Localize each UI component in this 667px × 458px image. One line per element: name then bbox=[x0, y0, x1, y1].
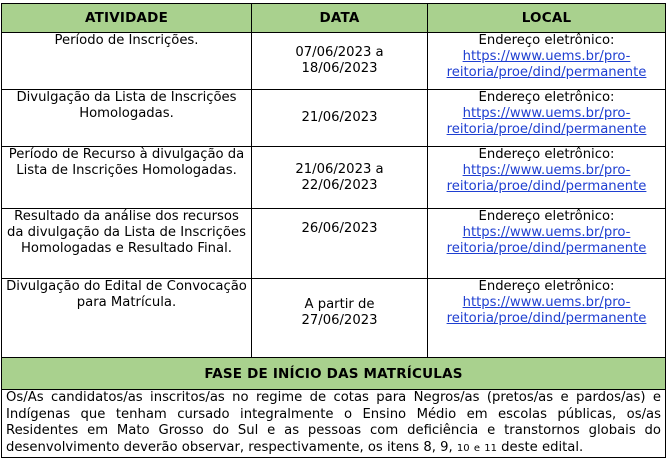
location-cell bbox=[428, 147, 666, 209]
schedule-table bbox=[1, 3, 666, 458]
date-cell bbox=[252, 279, 428, 358]
note-tail: deste edital. bbox=[501, 439, 584, 455]
note-text: Os/As candidatos/as inscritos/as no regime de cotas para Negros/as (pretos/as e pardos/as) e Indígenas que tenham cursado integralmente o Ensino Médio em escolas públicas, os/as Residentes em Mato Grosso do Sul e as pessoas com deficiência e transtornos globais do desenvolvimento deverão observar, respectivamente, os itens bbox=[6, 390, 661, 455]
activity-cell: Período de Inscrições. bbox=[2, 33, 252, 90]
header-location: LOCAL bbox=[428, 4, 666, 33]
activity-cell: Divulgação do Edital de Convocação para Matrícula. bbox=[2, 279, 252, 358]
note-conj: e bbox=[473, 442, 481, 454]
phase-row bbox=[2, 358, 666, 390]
location-label: Endereço eletrônico: bbox=[478, 33, 615, 48]
location-cell bbox=[428, 90, 666, 147]
date-line: 27/06/2023 bbox=[301, 313, 378, 328]
location-link[interactable]: reitoria/proe/dind/permanente bbox=[446, 122, 647, 137]
location-link[interactable]: https://www.uems.br/pro- bbox=[462, 49, 631, 64]
date-line: 21/06/2023 a bbox=[295, 161, 384, 177]
date-line: 18/06/2023 bbox=[301, 61, 378, 76]
location-link[interactable]: https://www.uems.br/pro- bbox=[462, 295, 631, 310]
location-link[interactable]: https://www.uems.br/pro- bbox=[462, 163, 631, 178]
date-cell bbox=[252, 147, 428, 209]
activity-cell: Resultado da análise dos recursos da divulgação da Lista de Inscrições Homologadas e Resultado Final. bbox=[2, 209, 252, 279]
note-items: 8, 9, 10 e 11 bbox=[423, 439, 497, 455]
header-date: DATA bbox=[252, 4, 428, 33]
activity-cell: Período de Recurso à divulgação da Lista de Inscrições Homologadas. bbox=[2, 147, 252, 209]
activity-cell: Divulgação da Lista de Inscrições Homologadas. bbox=[2, 90, 252, 147]
table-row bbox=[2, 209, 666, 279]
location-cell bbox=[428, 33, 666, 90]
location-link[interactable]: reitoria/proe/dind/permanente bbox=[446, 65, 647, 80]
location-cell bbox=[428, 209, 666, 279]
note-item: 11 bbox=[484, 442, 497, 454]
note-item: 10 bbox=[456, 442, 470, 454]
date-line: 21/06/2023 bbox=[301, 110, 378, 125]
location-label: Endereço eletrônico: bbox=[478, 209, 615, 224]
date-cell bbox=[252, 90, 428, 147]
table-row bbox=[2, 90, 666, 147]
note-row bbox=[2, 390, 666, 458]
location-link[interactable]: reitoria/proe/dind/permanente bbox=[446, 179, 647, 194]
date-cell bbox=[252, 33, 428, 90]
date-line: 26/06/2023 bbox=[301, 221, 378, 236]
table-header-row bbox=[2, 4, 666, 33]
note-cell bbox=[2, 390, 666, 458]
location-link[interactable]: https://www.uems.br/pro- bbox=[462, 106, 631, 121]
date-cell bbox=[252, 209, 428, 279]
location-link[interactable]: reitoria/proe/dind/permanente bbox=[446, 241, 647, 256]
location-link[interactable]: https://www.uems.br/pro- bbox=[462, 225, 631, 240]
date-line: 07/06/2023 a bbox=[295, 45, 384, 60]
table-row bbox=[2, 147, 666, 209]
location-label: Endereço eletrônico: bbox=[478, 279, 615, 294]
header-activity: ATIVIDADE bbox=[2, 4, 252, 33]
note-item: 9 bbox=[440, 439, 449, 455]
location-link[interactable]: reitoria/proe/dind/permanente bbox=[446, 311, 647, 326]
table-row bbox=[2, 279, 666, 358]
location-cell bbox=[428, 279, 666, 358]
date-line: A partir de bbox=[304, 297, 375, 312]
note-item: 8 bbox=[423, 439, 432, 455]
table-row bbox=[2, 33, 666, 90]
location-label: Endereço eletrônico: bbox=[478, 147, 615, 162]
phase-title: FASE DE INÍCIO DAS MATRÍCULAS bbox=[2, 358, 666, 390]
location-label: Endereço eletrônico: bbox=[478, 90, 615, 105]
date-line: 22/06/2023 bbox=[301, 177, 378, 193]
